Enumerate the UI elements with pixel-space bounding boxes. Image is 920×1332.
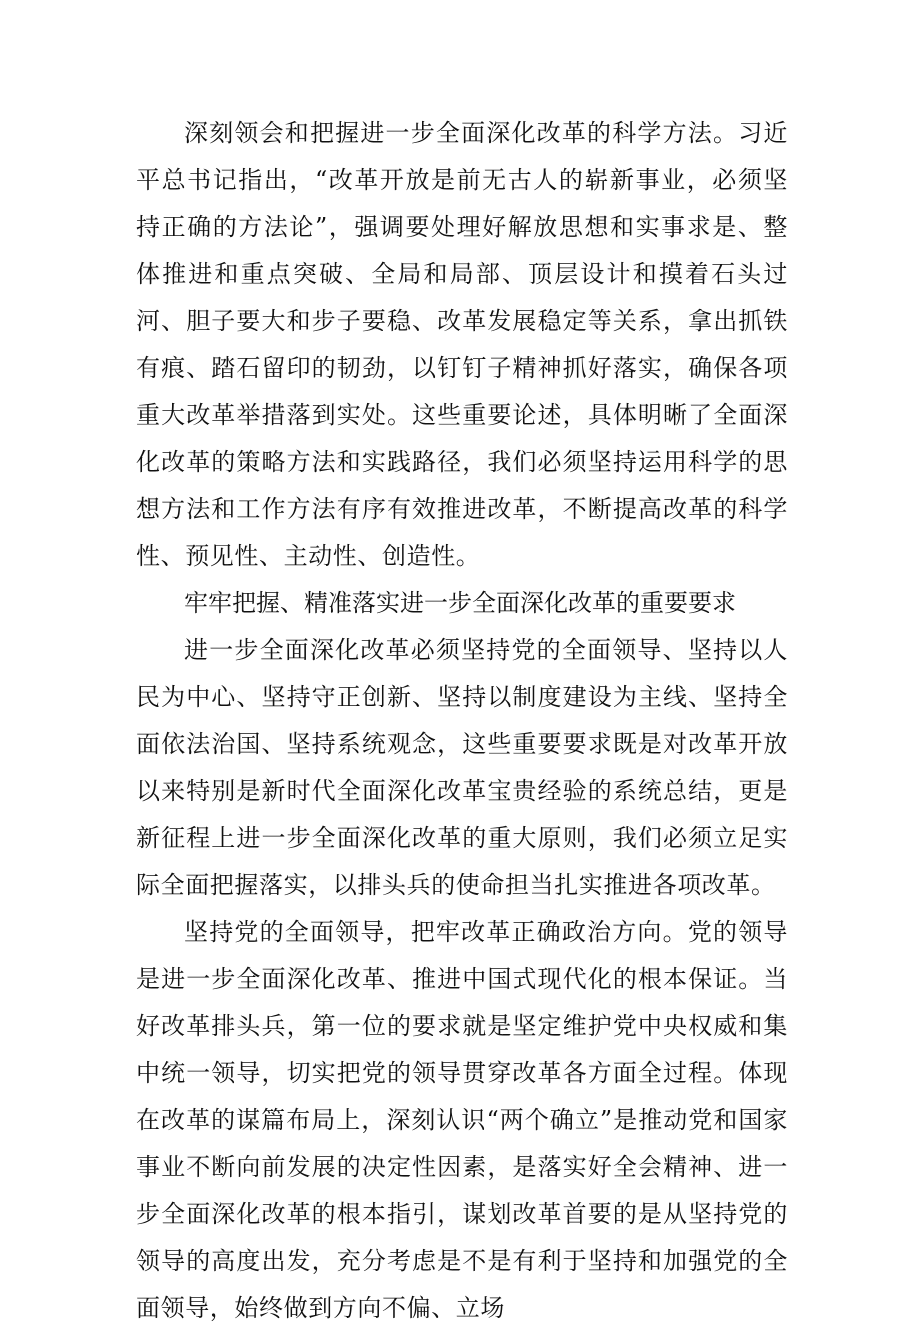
- section-heading: 牢牢把握、精准落实进一步全面深化改革的重要要求: [184, 589, 736, 617]
- paragraph-important-requirements: 进一步全面深化改革必须坚持党的全面领导、坚持以人民为中心、坚持守正创新、坚持以制度建设为主线、坚持全面依法治国、坚持系统观念，这些重要要求既是对改革开放以来特别是新时代全面深化改革宝贵经验的系统总结，更是新征程上进一步全面深化改革的重大原则，我们必须立足实际全面把握落实，以排头兵的使命担当扎实推进各项改革。: [136, 636, 788, 899]
- paragraph-scientific-method: 深刻领会和把握进一步全面深化改革的科学方法。习近平总书记指出，“改革开放是前无古人的崭新事业，必须坚持正确的方法论”，强调要处理好解放思想和实事求是、整体推进和重点突破、全局和局部、顶层设计和摸着石头过河、胆子要大和步子要稳、改革发展稳定等关系，拿出抓铁有痕、踏石留印的韧劲，以钉钉子精神抓好落实，确保各项重大改革举措落到实处。这些重要论述，具体明晰了全面深化改革的策略方法和实践路径，我们必须坚持运用科学的思想方法和工作方法有序有效推进改革，不断提高改革的科学性、预见性、主动性、创造性。: [136, 119, 788, 570]
- paragraph-party-leadership: 坚持党的全面领导，把牢改革正确政治方向。党的领导是进一步全面深化改革、推进中国式现代化的根本保证。当好改革排头兵，第一位的要求就是坚定维护党中央权威和集中统一领导，切实把党的领导贯穿改革各方面全过程。体现在改革的谋篇布局上，深刻认识“两个确立”是推动党和国家事业不断向前发展的决定性因素，是落实好全会精神、进一步全面深化改革的根本指引，谋划改革首要的是从坚持党的领导的高度出发，充分考虑是不是有利于坚持和加强党的全面领导，始终做到方向不偏、立场: [136, 918, 788, 1322]
- document-body: [136, 110, 788, 1332]
